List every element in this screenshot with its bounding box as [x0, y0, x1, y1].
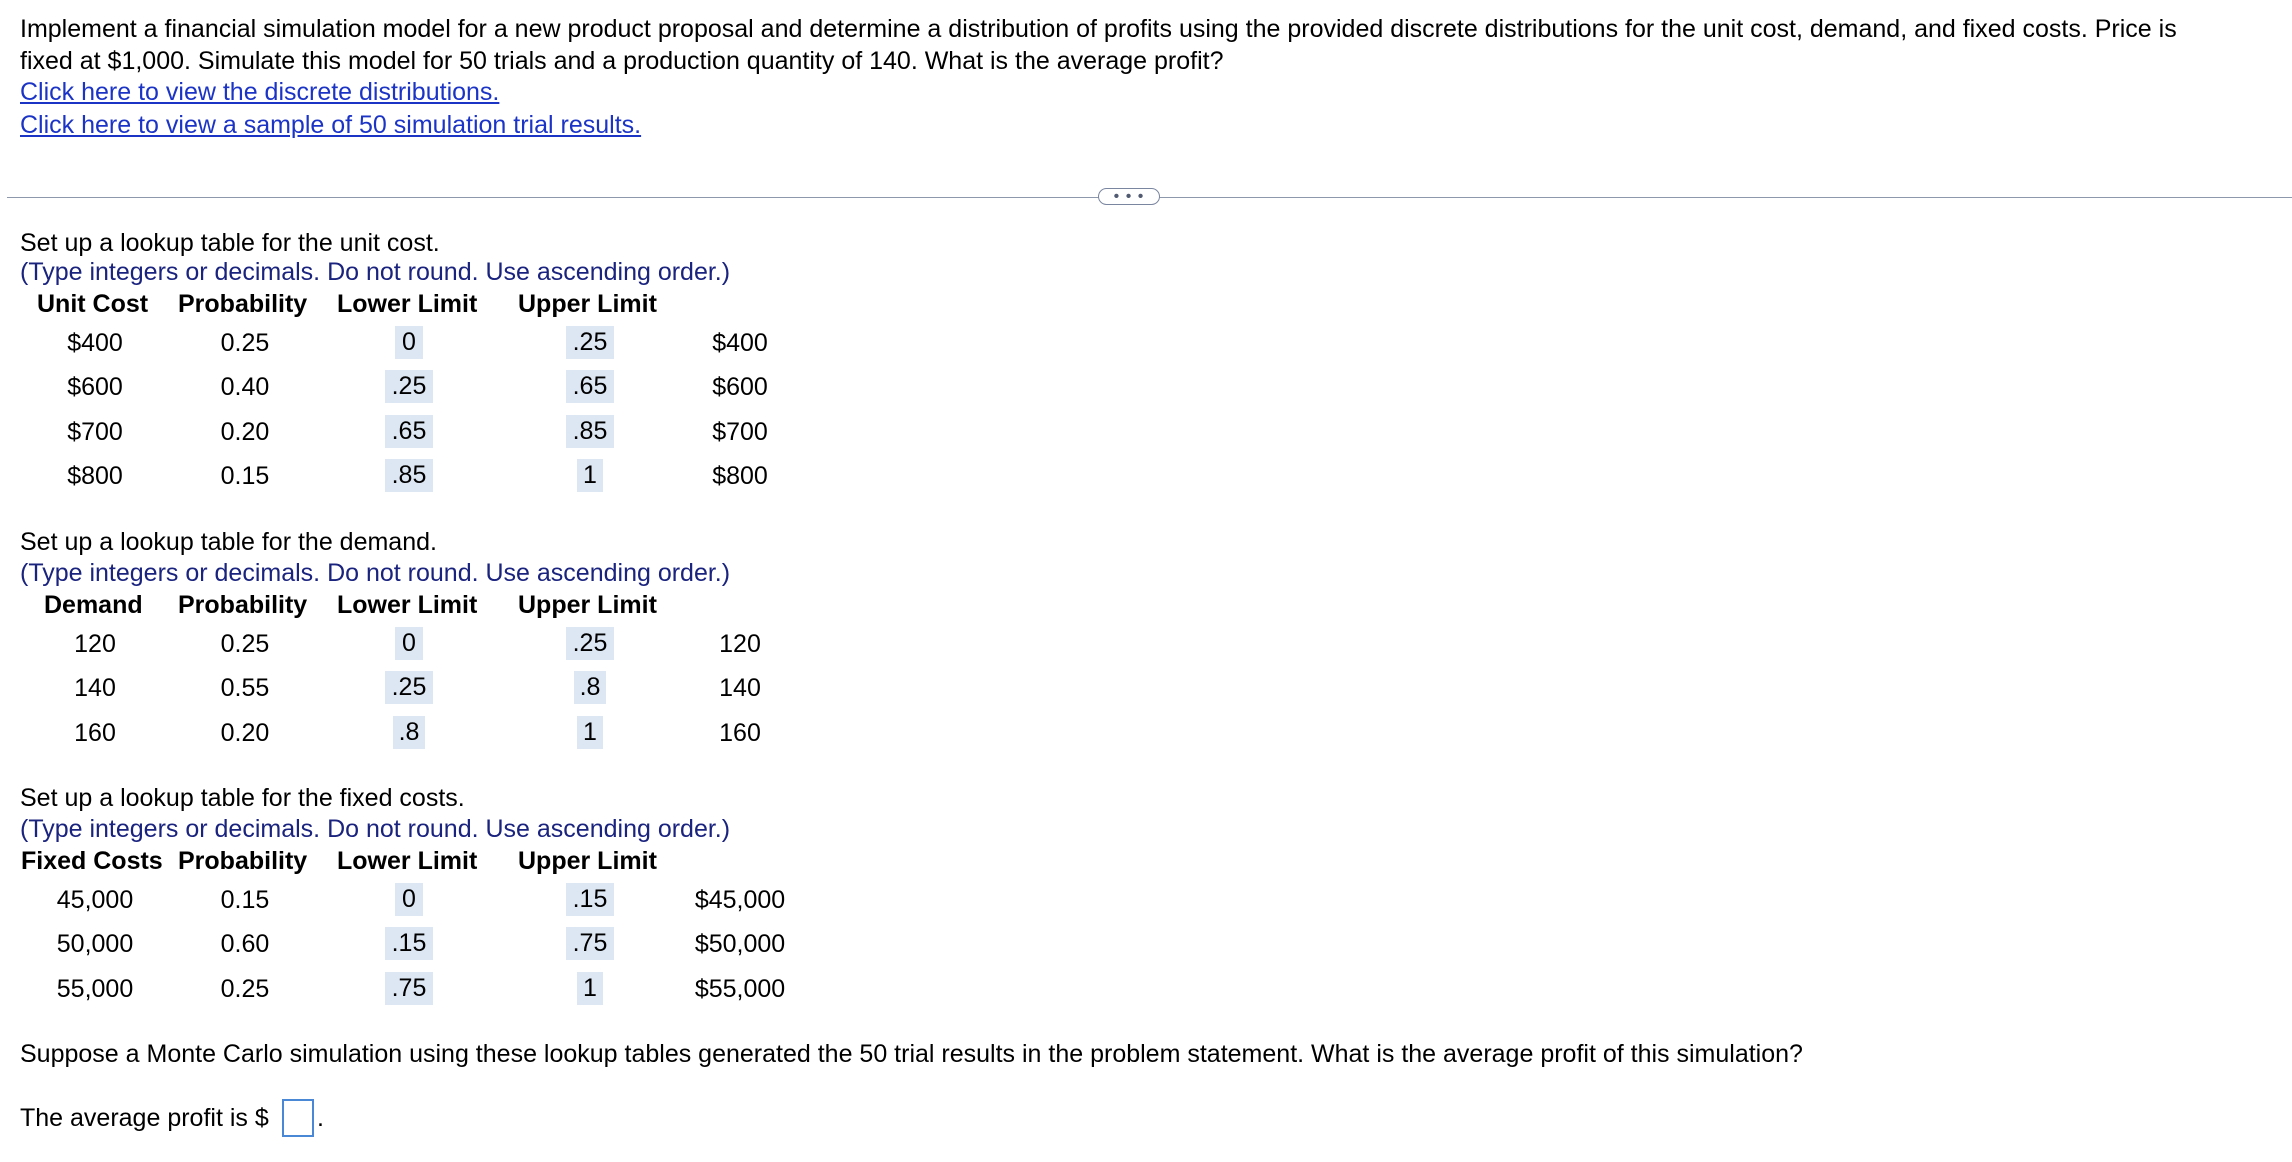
unit-cost-result: $600: [712, 373, 768, 401]
fixed-costs-value: 50,000: [56, 930, 134, 958]
upper-limit-header: Upper Limit: [518, 591, 657, 619]
fixed-costs-upper-input[interactable]: .15: [566, 883, 614, 916]
unit-cost-instruction: (Type integers or decimals. Do not round. Use ascending order.): [20, 258, 731, 286]
unit-cost-value: $700: [67, 418, 123, 446]
upper-limit-header: Upper Limit: [518, 290, 657, 318]
demand-prob: 0.25: [220, 630, 270, 658]
demand-result: 140: [719, 674, 761, 702]
unit-cost-result: $700: [712, 418, 768, 446]
more-options-button[interactable]: • • •: [1098, 188, 1160, 205]
unit-cost-prob: 0.20: [220, 418, 270, 446]
unit-cost-col-header: Unit Cost: [37, 290, 149, 318]
demand-lower-input[interactable]: 0: [395, 627, 423, 660]
sample-trial-results-link[interactable]: Click here to view a sample of 50 simulation trial results.: [20, 111, 642, 139]
demand-value: 120: [74, 630, 116, 658]
unit-cost-value: $800: [67, 462, 123, 490]
demand-value: 140: [74, 674, 116, 702]
question-text: Suppose a Monte Carlo simulation using these lookup tables generated the 50 trial results in the problem statement. What is the average profit of this simulation?: [20, 1040, 1803, 1068]
lower-limit-header: Lower Limit: [337, 847, 478, 875]
demand-heading: Set up a lookup table for the demand.: [20, 528, 437, 556]
fixed-costs-prob: 0.60: [220, 930, 270, 958]
clipped-heading: Set up a lookup table for the unit cost.: [20, 229, 440, 257]
discrete-distributions-link[interactable]: Click here to view the discrete distributions.: [20, 78, 500, 106]
fixed-costs-upper-input[interactable]: 1: [577, 972, 603, 1005]
unit-cost-upper-input[interactable]: .25: [566, 326, 614, 359]
unit-cost-lower-input[interactable]: .25: [385, 370, 433, 403]
unit-cost-upper-input[interactable]: .85: [566, 415, 614, 448]
probability-header: Probability: [178, 847, 308, 875]
demand-lower-input[interactable]: .8: [393, 716, 425, 749]
probability-header: Probability: [178, 290, 308, 318]
unit-cost-lower-input[interactable]: .65: [385, 415, 433, 448]
unit-cost-upper-input[interactable]: 1: [577, 459, 603, 492]
fixed-costs-prob: 0.25: [220, 975, 270, 1003]
probability-header: Probability: [178, 591, 308, 619]
demand-prob: 0.20: [220, 719, 270, 747]
demand-upper-input[interactable]: 1: [577, 716, 603, 749]
fixed-costs-lower-input[interactable]: .15: [385, 927, 433, 960]
demand-value: 160: [74, 719, 116, 747]
demand-upper-input[interactable]: .8: [574, 671, 606, 704]
unit-cost-prob: 0.40: [220, 373, 270, 401]
unit-cost-result: $400: [712, 329, 768, 357]
demand-upper-input[interactable]: .25: [566, 627, 614, 660]
demand-instruction: (Type integers or decimals. Do not round. Use ascending order.): [20, 559, 731, 587]
fixed-costs-value: 55,000: [56, 975, 134, 1003]
demand-result: 120: [719, 630, 761, 658]
unit-cost-prob: 0.15: [220, 462, 270, 490]
average-profit-suffix: .: [317, 1104, 324, 1132]
fixed-costs-instruction: (Type integers or decimals. Do not round. Use ascending order.): [20, 815, 731, 843]
fixed-costs-heading: Set up a lookup table for the fixed costs.: [20, 784, 465, 812]
unit-cost-upper-input[interactable]: .65: [566, 370, 614, 403]
fixed-costs-lower-input[interactable]: .75: [385, 972, 433, 1005]
fixed-costs-col-header: Fixed Costs: [21, 847, 163, 875]
fixed-costs-upper-input[interactable]: .75: [566, 927, 614, 960]
lower-limit-header: Lower Limit: [337, 591, 478, 619]
unit-cost-lower-input[interactable]: 0: [395, 326, 423, 359]
fixed-costs-prob: 0.15: [220, 886, 270, 914]
average-profit-label: The average profit is $: [20, 1104, 269, 1132]
lower-limit-header: Lower Limit: [337, 290, 478, 318]
fixed-costs-result: $55,000: [694, 975, 786, 1003]
unit-cost-prob: 0.25: [220, 329, 270, 357]
demand-result: 160: [719, 719, 761, 747]
fixed-costs-value: 45,000: [56, 886, 134, 914]
demand-col-header: Demand: [44, 591, 143, 619]
problem-line-1: Implement a financial simulation model for a new product proposal and determine a distribution of profits using the provided discrete distributions for the unit cost, demand, and fixed costs. Price is: [20, 15, 2177, 43]
fixed-costs-result: $50,000: [694, 930, 786, 958]
fixed-costs-result: $45,000: [694, 886, 786, 914]
upper-limit-header: Upper Limit: [518, 847, 657, 875]
demand-lower-input[interactable]: .25: [385, 671, 433, 704]
average-profit-input[interactable]: [282, 1099, 314, 1137]
unit-cost-result: $800: [712, 462, 768, 490]
demand-prob: 0.55: [220, 674, 270, 702]
unit-cost-value: $400: [67, 329, 123, 357]
problem-line-2: fixed at $1,000. Simulate this model for 50 trials and a production quantity of 140. What is the average profit?: [20, 47, 1224, 75]
fixed-costs-lower-input[interactable]: 0: [395, 883, 423, 916]
unit-cost-value: $600: [67, 373, 123, 401]
unit-cost-lower-input[interactable]: .85: [385, 459, 433, 492]
